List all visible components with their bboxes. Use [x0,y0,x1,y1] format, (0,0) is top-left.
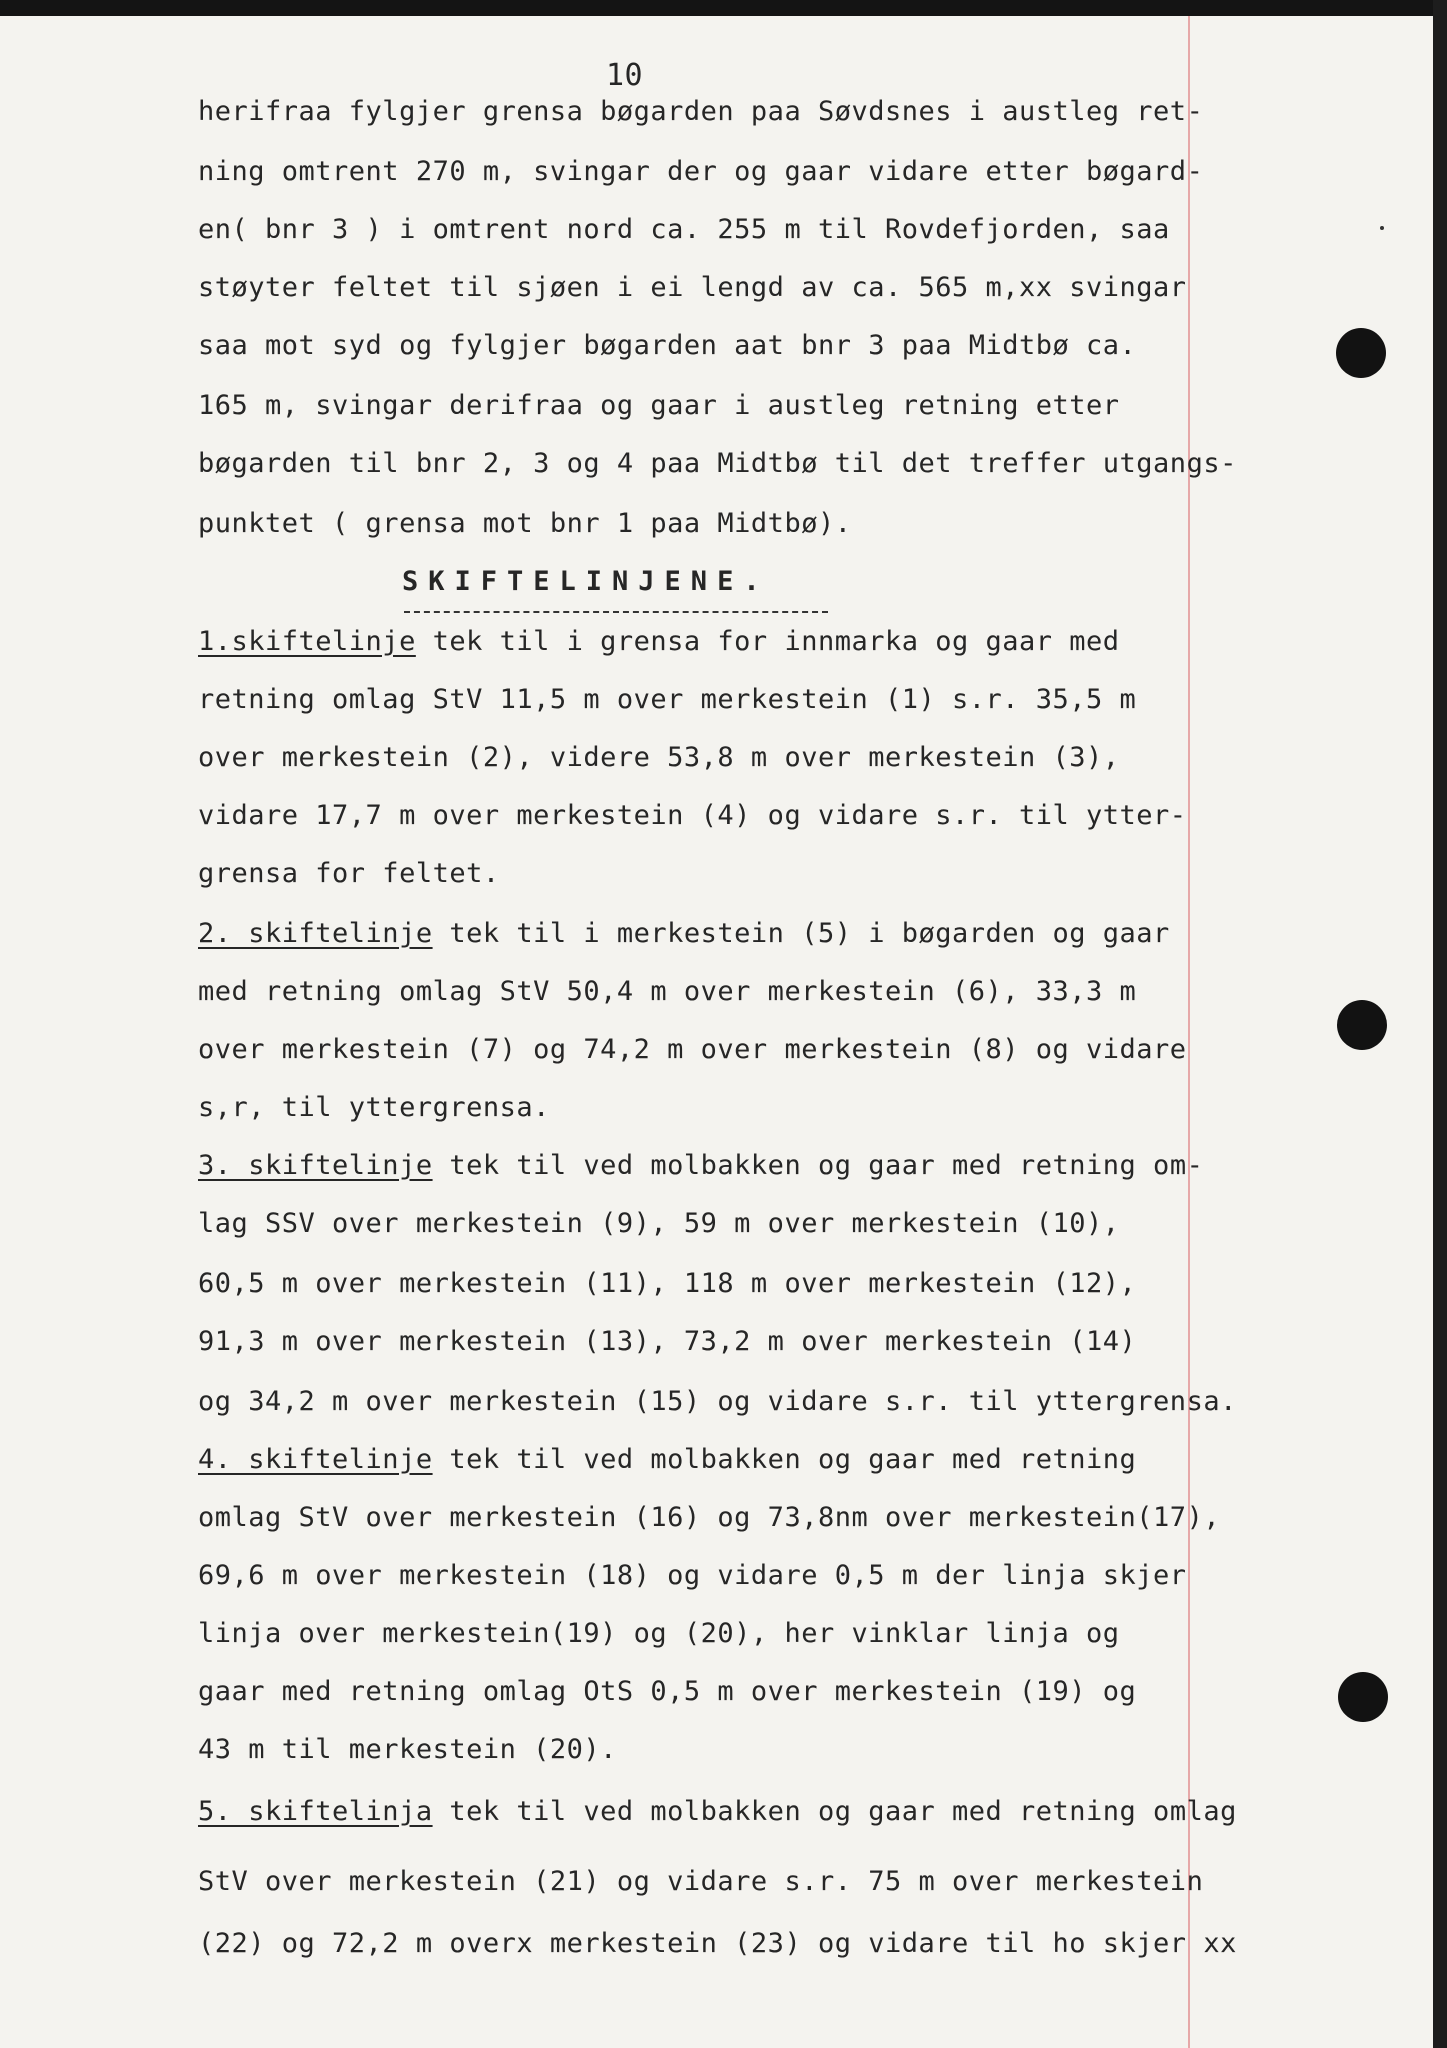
text-line: ning omtrent 270 m, svingar der og gaar vidare etter bøgard- [198,156,1204,187]
text-line: saa mot syd og fylgjer bøgarden aat bnr 3 paa Midtbø ca. [198,330,1137,361]
text-line: gaar med retning omlag OtS 0,5 m over merkestein (19) og [198,1676,1137,1707]
text-line: herifraa fylgjer grensa bøgarden paa Søvdsnes i austleg ret- [198,96,1204,127]
text-line [198,918,1170,949]
text-line: over merkestein (2), videre 53,8 m over merkestein (3), [198,742,1120,773]
punch-hole [1338,1672,1388,1722]
text-line [198,626,1120,657]
punch-hole [1337,1000,1387,1050]
text-line: en( bnr 3 ) i omtrent nord ca. 255 m til Rovdefjorden, saa [198,214,1170,245]
heading-underline [404,611,828,613]
text-line-rest: tek til ved molbakken og gaar med retning omlag [432,1796,1237,1827]
text-line: bøgarden til bnr 2, 3 og 4 paa Midtbø til det treffer utgangs- [198,448,1237,479]
text-line: 91,3 m over merkestein (13), 73,2 m over merkestein (14) [198,1326,1137,1357]
text-line: og 34,2 m over merkestein (15) og vidare s.r. til yttergrensa. [198,1386,1237,1417]
page-number: 10 [606,58,644,93]
text-line [198,1150,1203,1181]
margin-rule [1188,16,1190,2048]
section-heading: SKIFTELINJENE. [402,566,770,597]
text-line-rest: tek til i merkestein (5) i bøgarden og gaar [432,918,1170,949]
text-line: over merkestein (7) og 74,2 m over merkestein (8) og vidare [198,1034,1187,1065]
text-line-rest: tek til ved molbakken og gaar med retning [432,1444,1137,1475]
paragraph-label: 5. skiftelinja [198,1796,433,1827]
text-line-rest: tek til i grensa for innmarka og gaar med [415,626,1120,657]
text-line: linja over merkestein(19) og (20), her vinklar linja og [198,1618,1120,1649]
text-line: støyter feltet til sjøen i ei lengd av ca. 565 m,xx svingar [198,272,1187,303]
text-line: 165 m, svingar derifraa og gaar i austleg retning etter [198,390,1120,421]
text-line: 69,6 m over merkestein (18) og vidare 0,5 m der linja skjer [198,1560,1187,1591]
text-line: (22) og 72,2 m overx merkestein (23) og vidare til ho skjer xx [198,1928,1237,1959]
text-line: omlag StV over merkestein (16) og 73,8nm over merkestein(17), [198,1502,1221,1533]
text-line: grensa for feltet. [198,858,500,889]
scan-top-edge [0,0,1447,16]
paragraph-label: 4. skiftelinje [198,1444,433,1475]
text-line [198,1444,1136,1475]
scan-right-edge [1433,0,1447,2048]
text-line [198,1796,1237,1827]
text-line: StV over merkestein (21) og vidare s.r. 75 m over merkestein [198,1866,1204,1897]
paragraph-label: 1.skiftelinje [198,626,416,657]
text-line-rest: tek til ved molbakken og gaar med retning om- [432,1150,1204,1181]
text-line: retning omlag StV 11,5 m over merkestein (1) s.r. 35,5 m [198,684,1137,715]
text-line: med retning omlag StV 50,4 m over merkestein (6), 33,3 m [198,976,1137,1007]
text-line: 60,5 m over merkestein (11), 118 m over merkestein (12), [198,1268,1137,1299]
text-line: s,r, til yttergrensa. [198,1092,550,1123]
speck [1380,226,1384,230]
text-line: punktet ( grensa mot bnr 1 paa Midtbø). [198,508,852,539]
text-line: vidare 17,7 m over merkestein (4) og vidare s.r. til ytter- [198,800,1187,831]
text-line: lag SSV over merkestein (9), 59 m over merkestein (10), [198,1208,1120,1239]
text-line: 43 m til merkestein (20). [198,1734,617,1765]
paragraph-label: 2. skiftelinje [198,918,433,949]
punch-hole [1336,328,1386,378]
paragraph-label: 3. skiftelinje [198,1150,433,1181]
